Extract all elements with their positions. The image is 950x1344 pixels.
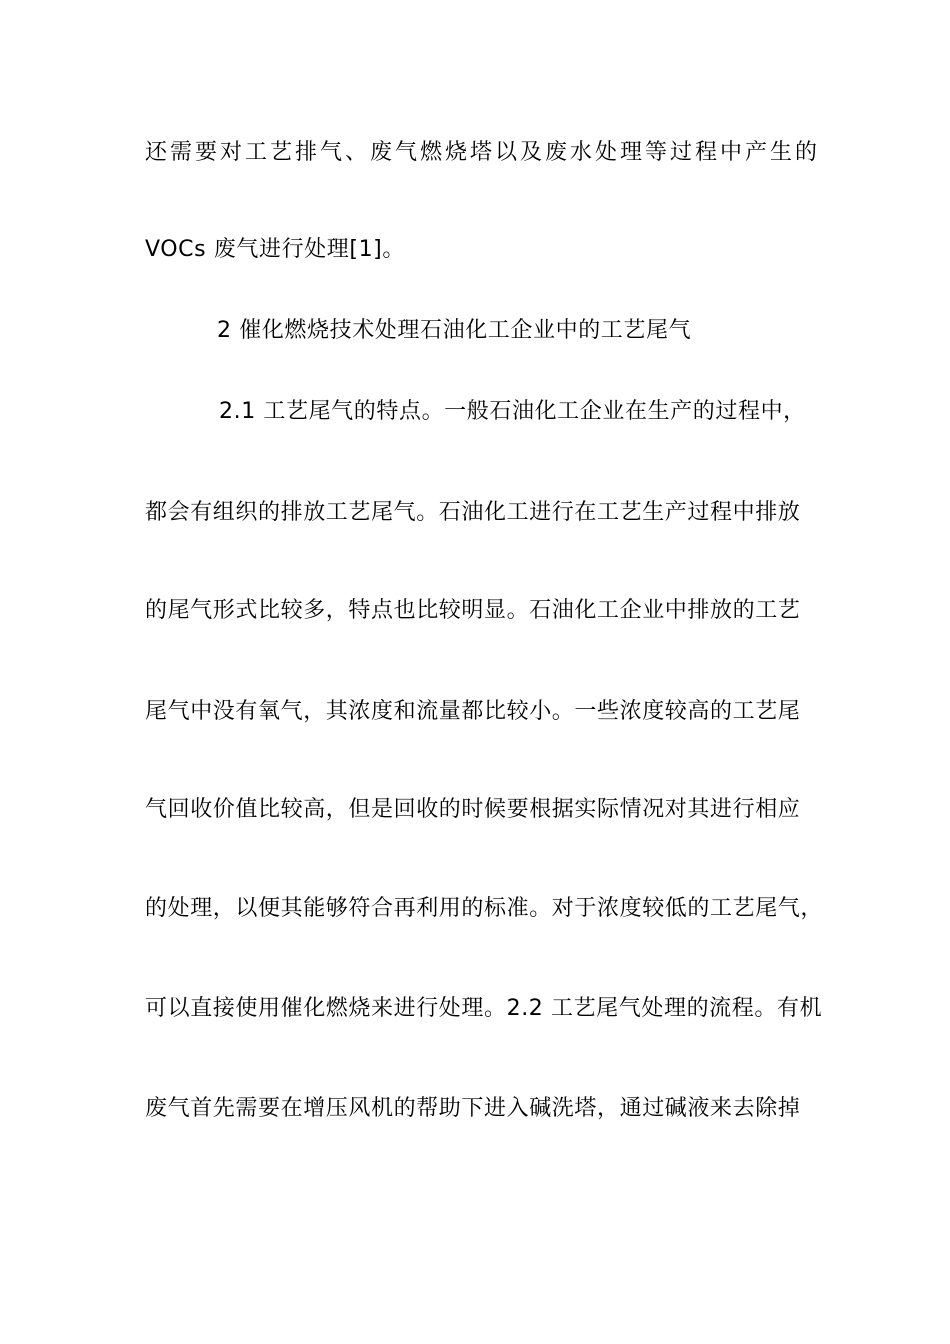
body-text-line-11: 废气首先需要在增压风机的帮助下进入碱洗塔，通过碱液来去除掉 bbox=[145, 1096, 801, 1121]
body-text-line-2: VOCs 废气进行处理[1]。 bbox=[145, 237, 405, 262]
body-text-line-4: 2.1 工艺尾气的特点。一般石油化工企业在生产的过程中， bbox=[219, 399, 806, 424]
body-text-line-1: 还需要对工艺排气、废气燃烧塔以及废水处理等过程中产生的 bbox=[145, 140, 821, 165]
section-heading: 2 催化燃烧技术处理石油化工企业中的工艺尾气 bbox=[217, 318, 692, 343]
body-text-line-8: 气回收价值比较高，但是回收的时候要根据实际情况对其进行相应 bbox=[145, 797, 801, 822]
body-text-line-9: 的处理，以便其能够符合再利用的标准。对于浓度较低的工艺尾气， bbox=[145, 896, 824, 921]
body-text-line-10: 可以直接使用催化燃烧来进行处理。2.2 工艺尾气处理的流程。有机 bbox=[145, 996, 823, 1021]
body-text-line-5: 都会有组织的排放工艺尾气。石油化工进行在工艺生产过程中排放 bbox=[145, 500, 801, 525]
body-text-line-7: 尾气中没有氧气，其浓度和流量都比较小。一些浓度较高的工艺尾 bbox=[145, 699, 801, 724]
body-text-line-6: 的尾气形式比较多，特点也比较明显。石油化工企业中排放的工艺 bbox=[145, 598, 801, 623]
